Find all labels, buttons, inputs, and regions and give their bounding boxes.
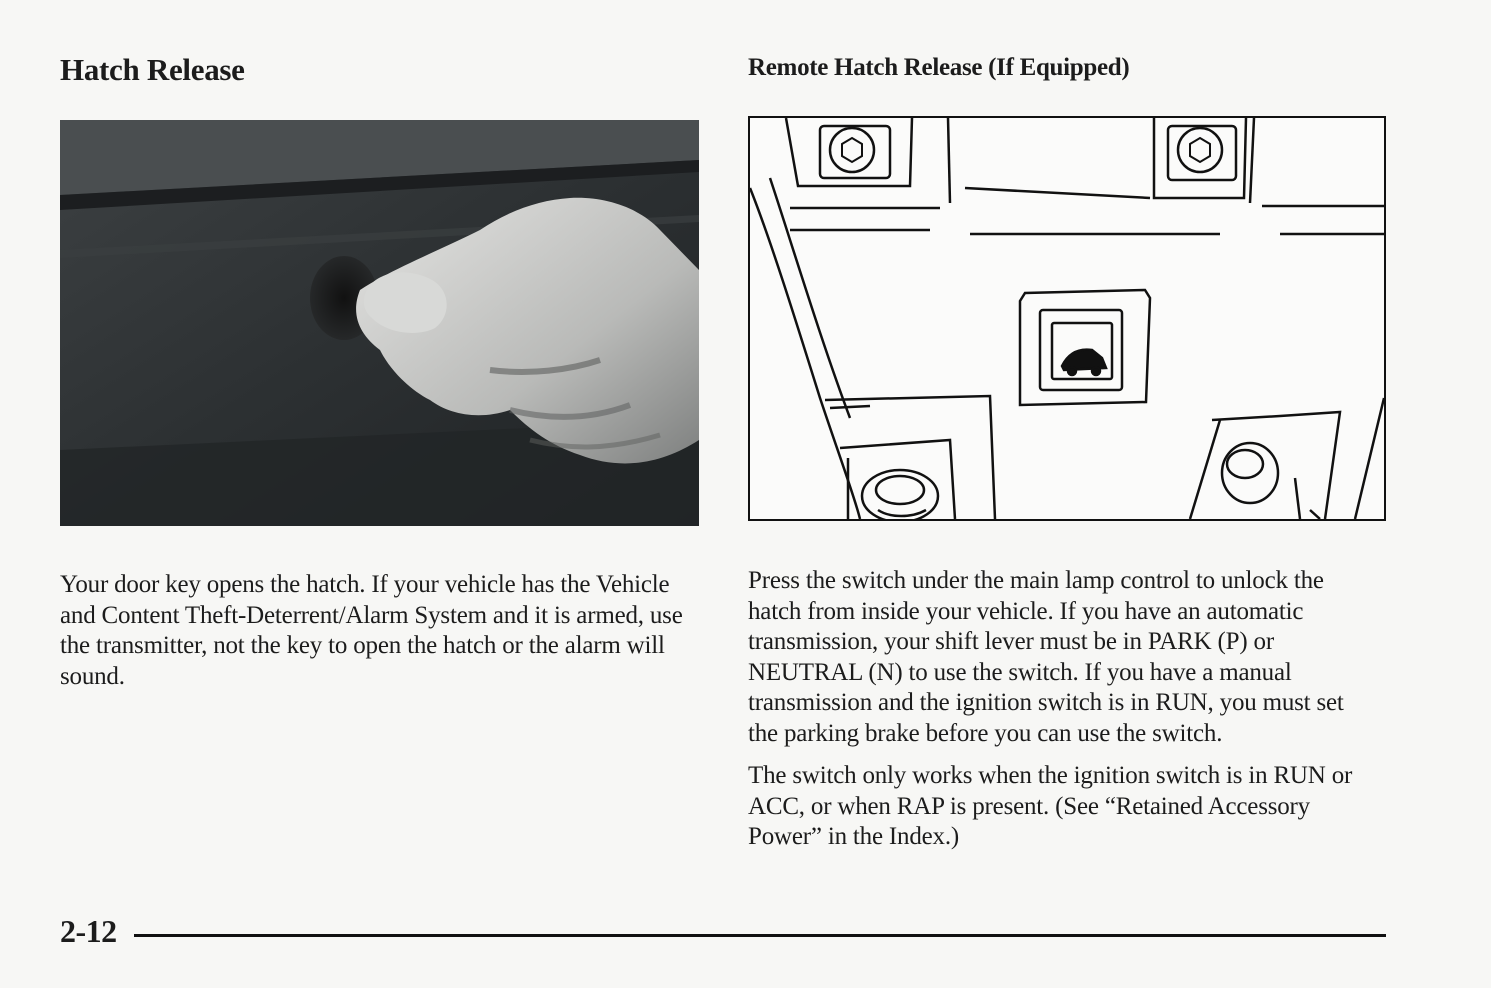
key-in-lock-photo-illustration [60, 120, 699, 526]
left-body-text [60, 570, 700, 692]
footer-rule [134, 934, 1386, 937]
hatch-key-photo [60, 120, 699, 526]
instrument-panel-line-drawing [750, 118, 1384, 519]
remote-hatch-paragraph-2: The switch only works when the ignition switch is in RUN or ACC, or when RAP is present. (See “Retained Accessory Power” in the Index.) [748, 762, 1353, 850]
hatch-release-car-icon [1062, 350, 1106, 370]
section-heading-remote-hatch-release: Remote Hatch Release (If Equipped) [748, 54, 1130, 81]
remote-hatch-paragraph-1: Press the switch under the main lamp control to unlock the hatch from inside your vehicle. If you have an automatic transmission, your shift lever must be in PARK (P) or NEUTRAL (N) to use the switch. If you have a manual transmission and the ignition switch is in RUN, you must set the parking brake before you can use the switch. [748, 567, 1344, 747]
hatch-release-paragraph: Your door key opens the hatch. If your vehicle has the Vehicle and Content Theft-Deterrent/Alarm System and it is armed, use the transmitter, not the key to open the hatch or the alarm will sound. [60, 571, 683, 690]
right-body-text [748, 566, 1378, 853]
remote-hatch-switch-diagram [748, 116, 1386, 521]
page-footer [60, 913, 1386, 957]
page-number: 2-12 [60, 913, 117, 949]
section-heading-hatch-release: Hatch Release [60, 52, 245, 87]
